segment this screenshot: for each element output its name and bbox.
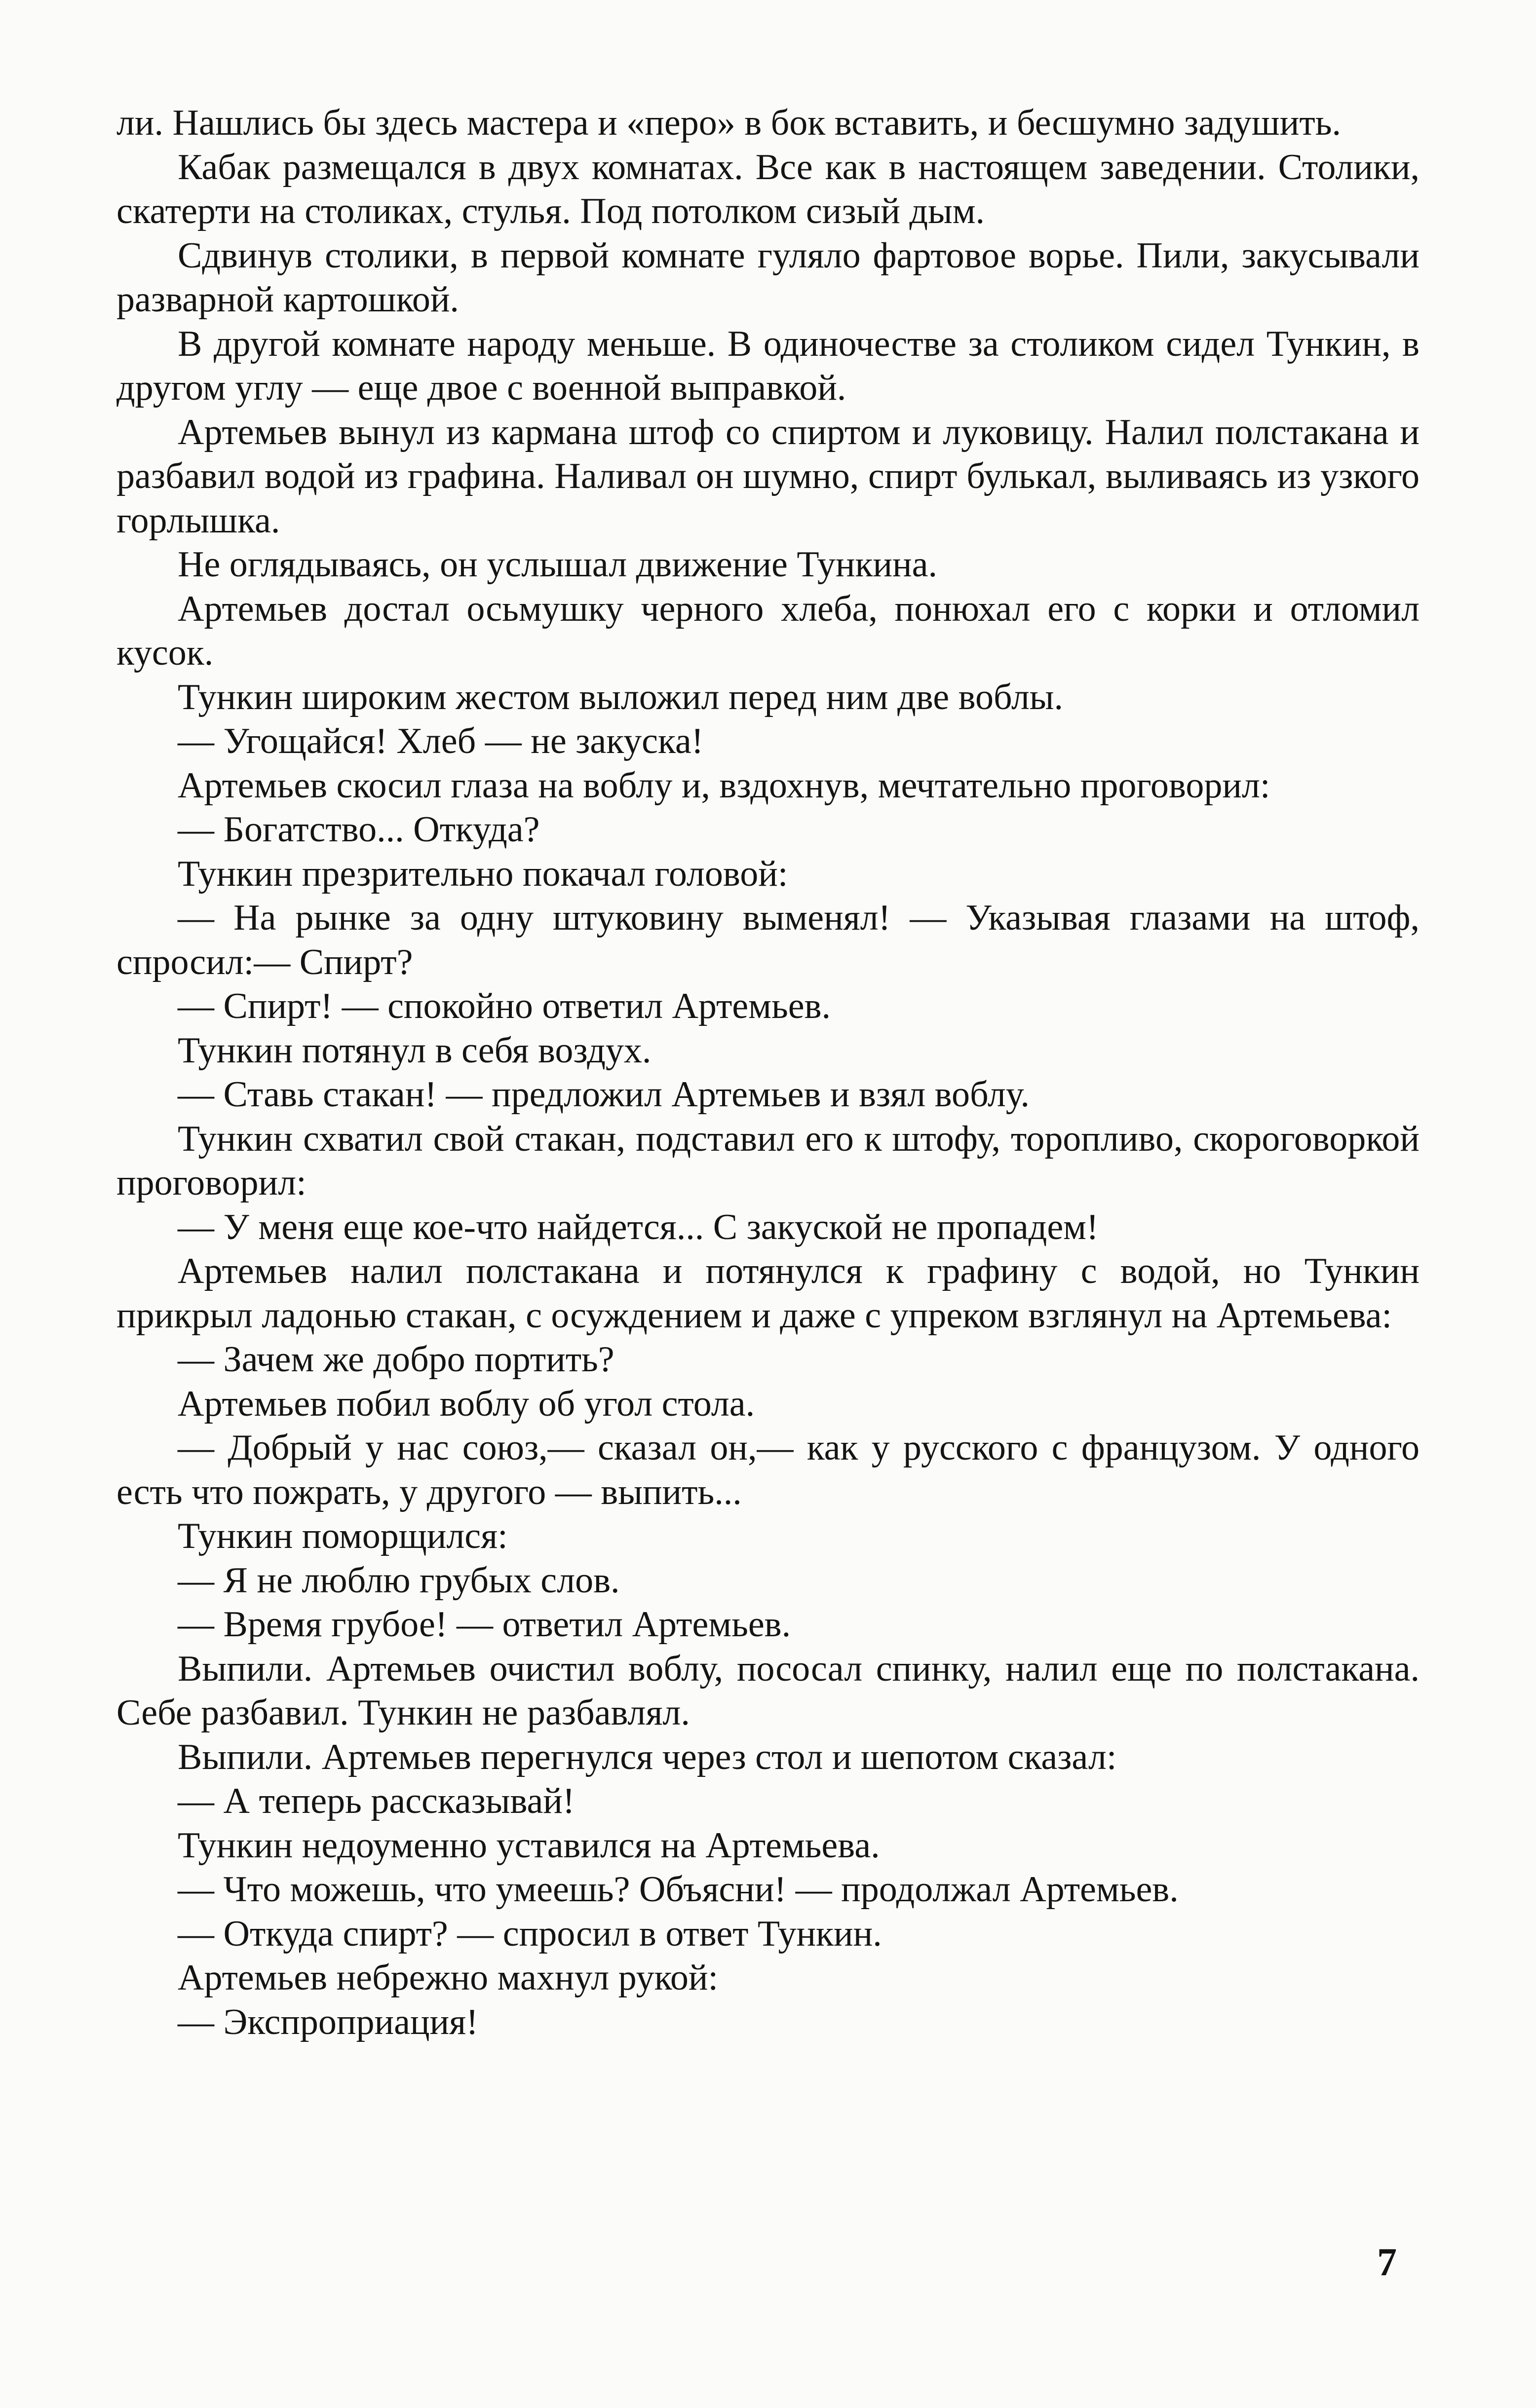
paragraph: Артемьев вынул из кармана штоф со спиртом и луковицу. Налил полстакана и разбавил водой из графина. Наливал он шумно, спирт булькал, выливаясь из узкого горлышка. bbox=[116, 412, 1420, 541]
dialogue-line: — Спирт! — спокойно ответил Артемьев. bbox=[178, 986, 831, 1026]
dialogue-line: — Я не люблю грубых слов. bbox=[178, 1560, 620, 1601]
dialogue-line: — Угощайся! Хлеб — не закуска! bbox=[178, 721, 704, 761]
paragraph: В другой комнате народу меньше. В одиночестве за столиком сидел Тункин, в другом углу — еще двое с военной выправкой. bbox=[116, 323, 1420, 408]
dialogue-line: — Богатство... Откуда? bbox=[178, 809, 540, 850]
paragraph: Тункин широким жестом выложил перед ним две воблы. bbox=[178, 677, 1063, 717]
dialogue-line: — А теперь рассказывай! bbox=[178, 1781, 575, 1821]
dialogue-line: — Экспроприация! bbox=[178, 2001, 478, 2042]
paragraph: Артемьев достал осьмушку черного хлеба, понюхал его с корки и отломил кусок. bbox=[116, 588, 1420, 673]
paragraph: Кабак размещался в двух комнатах. Все как в настоящем заведении. Столики, скатерти на столиках, стулья. Под потолком сизый дым. bbox=[116, 147, 1420, 231]
page-number: 7 bbox=[1377, 2241, 1397, 2284]
paragraph: Не оглядываясь, он услышал движение Тункина. bbox=[178, 544, 938, 585]
paragraph: Выпили. Артемьев перегнулся через стол и шепотом сказал: bbox=[178, 1736, 1117, 1777]
paragraph: Артемьев скосил глаза на воблу и, вздохнув, мечтательно проговорил: bbox=[178, 765, 1270, 806]
paragraph: Выпили. Артемьев очистил воблу, пососал спинку, налил еще по полстакана. Себе разбавил. Тункин не разбавлял. bbox=[116, 1648, 1420, 1733]
paragraph: Тункин поморщился: bbox=[178, 1516, 508, 1556]
paragraph: Тункин презрительно покачал головой: bbox=[178, 853, 788, 894]
dialogue-line: — Зачем же добро портить? bbox=[178, 1339, 614, 1380]
paragraph: Артемьев побил воблу об угол стола. bbox=[178, 1383, 755, 1424]
paragraph: Артемьев небрежно махнул рукой: bbox=[178, 1957, 719, 1998]
dialogue-line: — Откуда спирт? — спросил в ответ Тункин. bbox=[178, 1913, 882, 1954]
paragraph: Тункин потянул в себя воздух. bbox=[178, 1030, 652, 1071]
dialogue-line: — Добрый у нас союз,— сказал он,— как у русского с французом. У одного есть что пожрать, у другого — выпить... bbox=[116, 1428, 1420, 1512]
dialogue-line: — Время грубое! — ответил Артемьев. bbox=[178, 1604, 791, 1645]
paragraph: Артемьев налил полстакана и потянулся к графину с водой, но Тункин прикрыл ладонью стакан, с осуждением и даже с упреком взглянул на Артемьева: bbox=[116, 1251, 1420, 1336]
paragraph: Тункин схватил свой стакан, подставил его к штофу, торопливо, скороговоркой проговорил: bbox=[116, 1118, 1420, 1203]
dialogue-line: — Что можешь, что умеешь? Объясни! — продолжал Артемьев. bbox=[178, 1869, 1179, 1910]
paragraph: ли. Нашлись бы здесь мастера и «перо» в бок вставить, и бесшумно задушить. bbox=[116, 103, 1341, 143]
dialogue-line: — Ставь стакан! — предложил Артемьев и взял воблу. bbox=[178, 1074, 1030, 1115]
body-text bbox=[116, 101, 1420, 2044]
paragraph: Сдвинув столики, в первой комнате гуляло фартовое ворье. Пили, закусывали разварной картошкой. bbox=[116, 235, 1420, 320]
paragraph: Тункин недоуменно уставился на Артемьева. bbox=[178, 1825, 880, 1866]
dialogue-line: — У меня еще кое-что найдется... С закуской не пропадем! bbox=[178, 1206, 1099, 1247]
dialogue-line: — На рынке за одну штуковину выменял! — Указывая глазами на штоф, спросил:— Спирт? bbox=[116, 898, 1420, 982]
